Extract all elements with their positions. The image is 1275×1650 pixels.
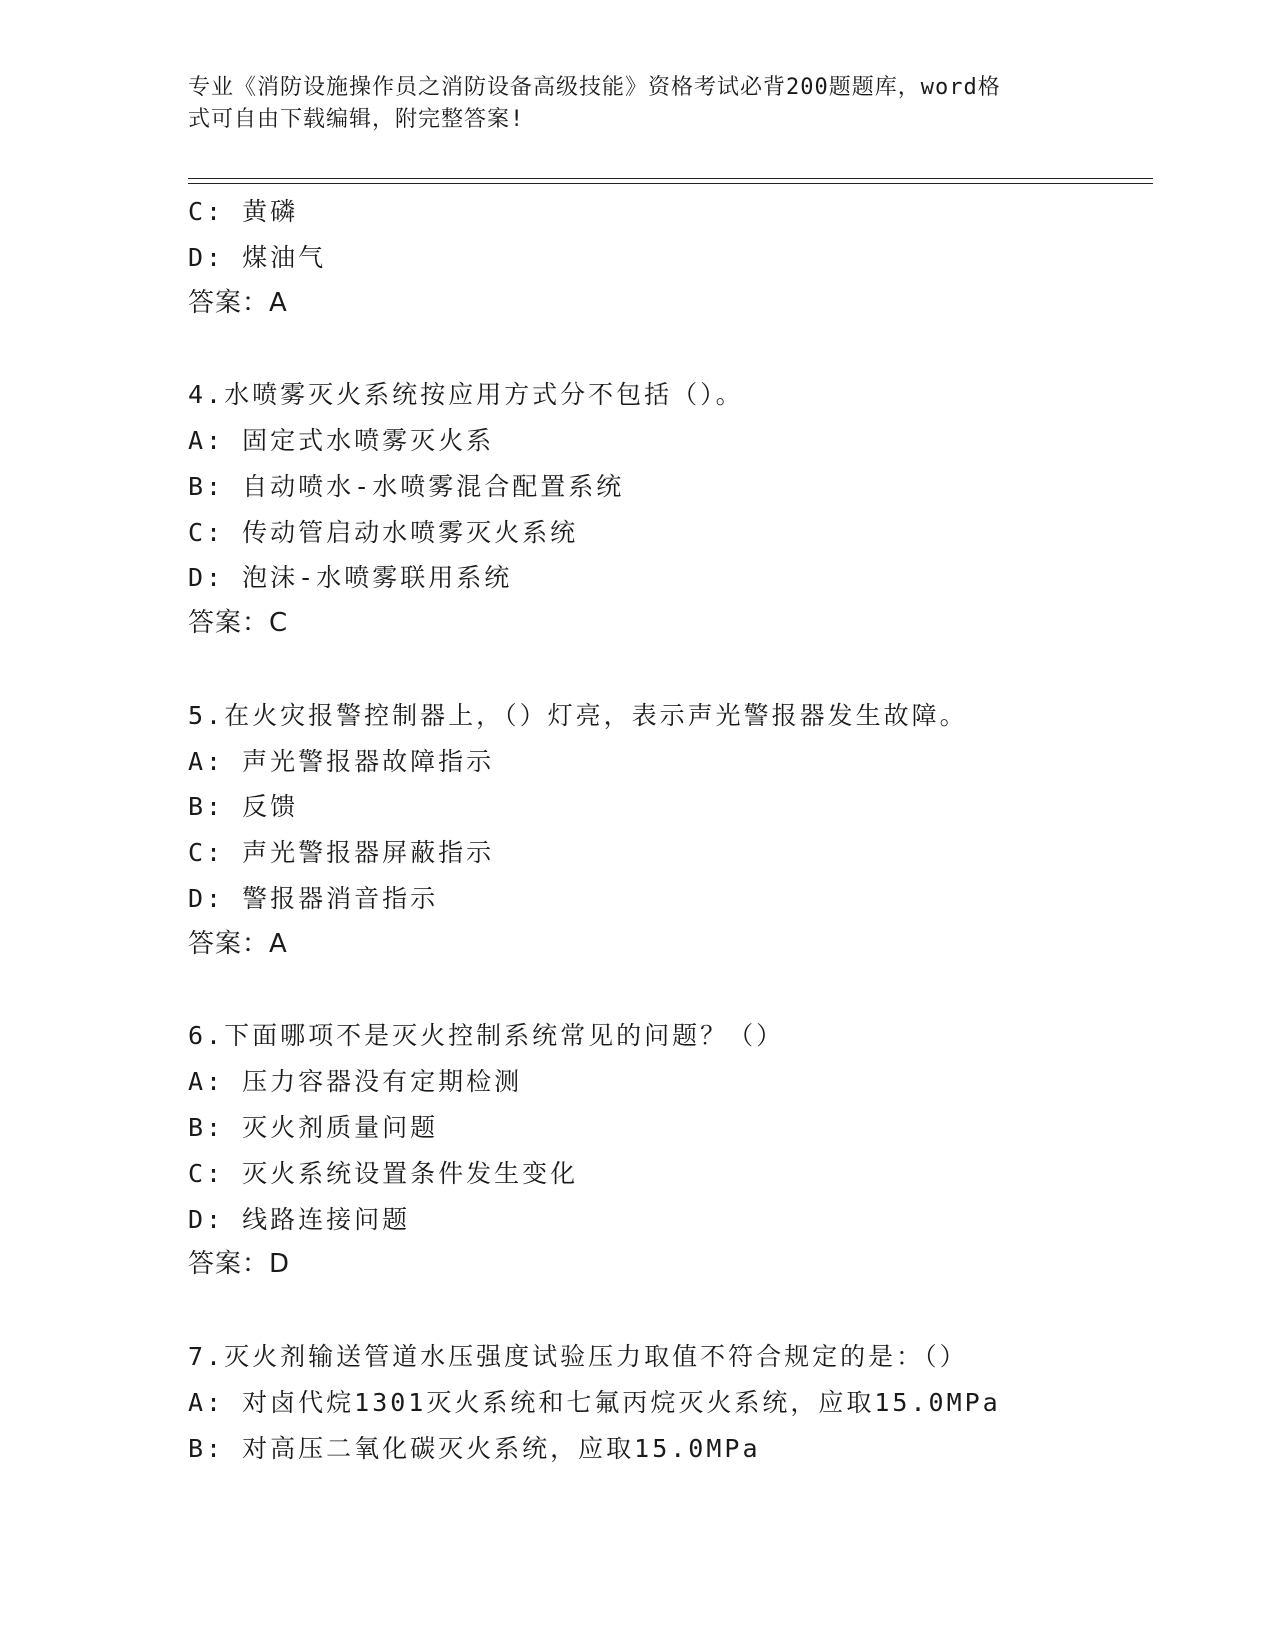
question-stem: 5.在火灾报警控制器上，（）灯亮，表示声光警报器发生故障。 (188, 700, 968, 730)
option-c: C: 灭火系统设置条件发生变化 (188, 1158, 579, 1188)
option-d: D: 泡沫-水喷雾联用系统 (188, 563, 513, 593)
question-stem: 6.下面哪项不是灭火控制系统常见的问题？（） (188, 1021, 785, 1051)
question-4 (188, 372, 1148, 647)
spacer (188, 1288, 1148, 1334)
question-7 (188, 1334, 1148, 1471)
header-line-2: 式可自由下载编辑，附完整答案! (188, 107, 525, 132)
option-d: D: 警报器消音指示 (188, 883, 439, 913)
question-5 (188, 693, 1148, 968)
header-line-1: 专业《消防设施操作员之消防设备高级技能》资格考试必背200题题库，word格 (188, 75, 1001, 100)
option-d: D: 煤油气 (188, 242, 327, 272)
option-c: C: 黄磷 (188, 197, 299, 226)
answer-line: 答案：D (188, 1249, 291, 1280)
answer-line: 答案：A (188, 928, 288, 959)
question-stem: 4.水喷雾灭火系统按应用方式分不包括（）。 (188, 380, 744, 410)
question-3-continued (188, 189, 1148, 326)
answer-line: 答案：A (188, 287, 288, 318)
option-a: A: 固定式水喷雾灭火系 (188, 425, 495, 455)
question-list (188, 189, 1148, 1471)
option-b: B: 自动喷水-水喷雾混合配置系统 (188, 471, 625, 501)
option-a: A: 压力容器没有定期检测 (188, 1067, 523, 1097)
spacer (188, 647, 1148, 693)
option-c: C: 传动管启动水喷雾灭火系统 (188, 517, 579, 547)
document-header (188, 72, 1068, 136)
option-b: B: 反馈 (188, 792, 299, 822)
answer-line: 答案：C (188, 608, 289, 639)
option-a: A: 声光警报器故障指示 (188, 746, 495, 776)
option-a: A: 对卤代烷1301灭火系统和七氟丙烷灭火系统，应取15.0MPa (188, 1387, 1001, 1417)
question-stem: 7.灭火剂输送管道水压强度试验压力取值不符合规定的是：（） (188, 1341, 968, 1371)
spacer (188, 326, 1148, 372)
option-b: B: 灭火剂质量问题 (188, 1112, 439, 1142)
spacer (188, 968, 1148, 1014)
option-c: C: 声光警报器屏蔽指示 (188, 838, 495, 868)
header-divider-bottom (188, 183, 1153, 184)
question-6 (188, 1013, 1148, 1288)
option-d: D: 线路连接问题 (188, 1204, 411, 1234)
header-divider-top (188, 178, 1153, 179)
option-b: B: 对高压二氧化碳灭火系统，应取15.0MPa (188, 1433, 761, 1463)
